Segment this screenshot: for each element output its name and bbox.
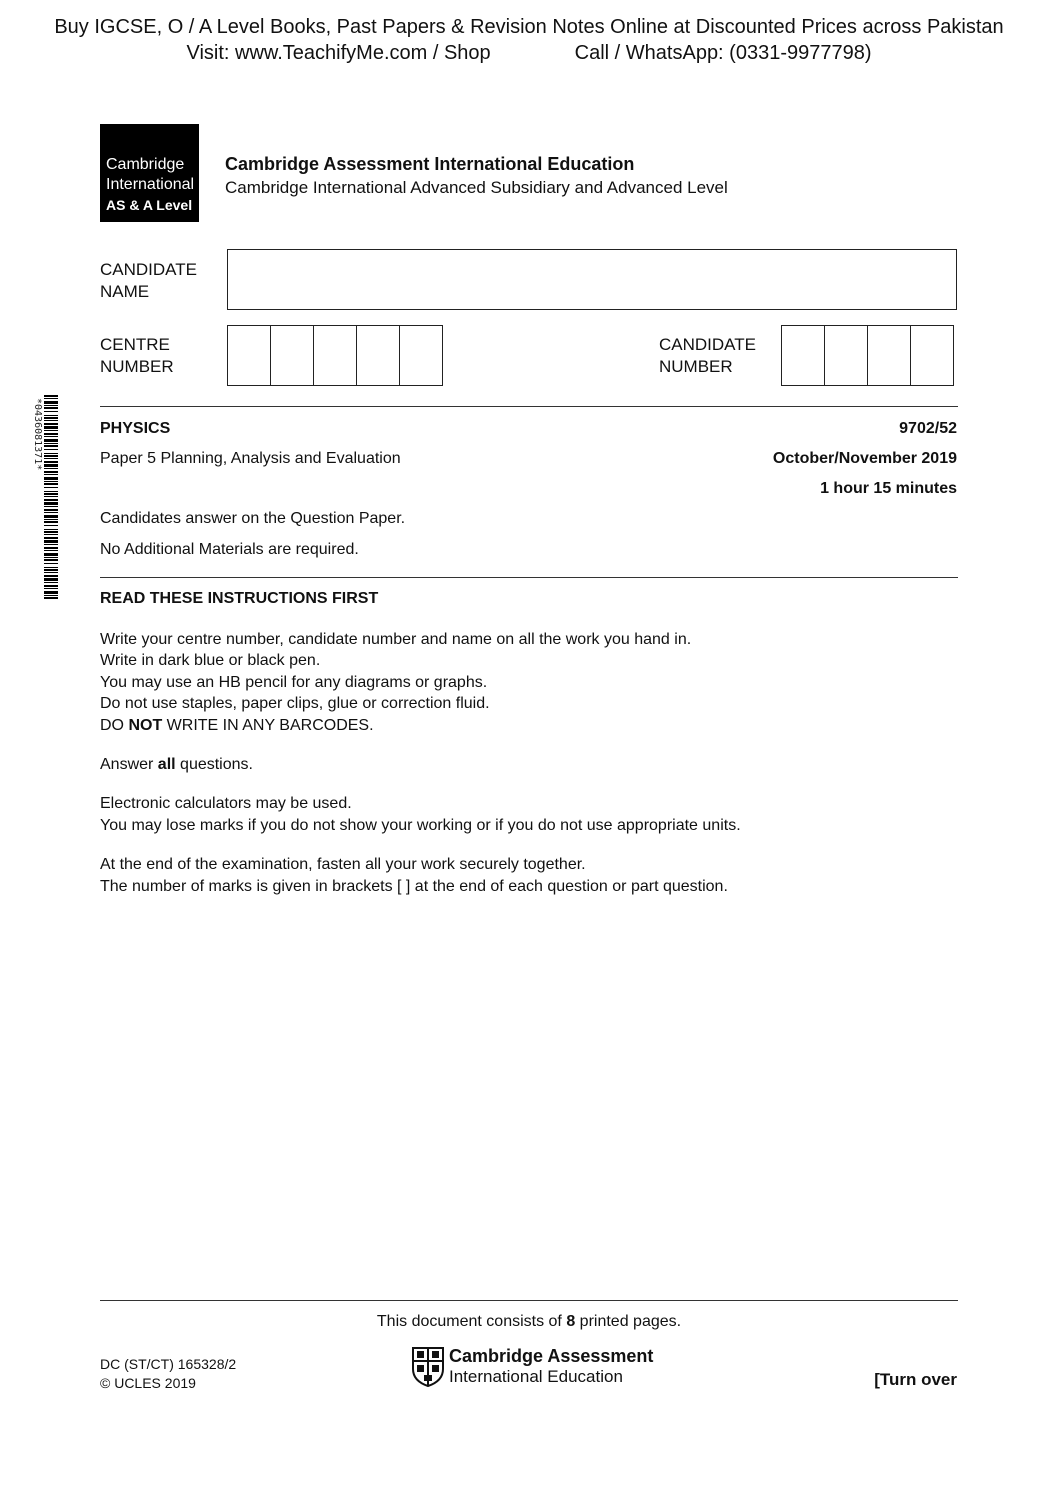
barcode-bar xyxy=(44,445,58,447)
barcode-bar xyxy=(44,474,58,475)
candidate-number-cell[interactable] xyxy=(910,325,954,386)
footer-ref xyxy=(100,1355,236,1393)
barcode-bar xyxy=(44,544,58,545)
barcode-bar xyxy=(44,449,58,450)
barcode-bar xyxy=(44,464,58,467)
exam-duration: 1 hour 15 minutes xyxy=(820,480,957,497)
footer-divider xyxy=(100,1300,958,1301)
instructions-body xyxy=(100,629,960,915)
candidate-number-cell[interactable] xyxy=(867,325,911,386)
barcode-bar xyxy=(44,436,58,437)
barcode-bar xyxy=(44,591,58,594)
candidate-name-label-line1: CANDIDATE xyxy=(100,260,197,279)
barcode-bar xyxy=(44,525,58,526)
barcode-bar xyxy=(44,534,58,535)
barcode-bar xyxy=(44,557,58,558)
cambridge-crest-icon xyxy=(412,1347,444,1387)
barcode-bar xyxy=(44,553,58,556)
logo-line3: AS & A Level xyxy=(106,197,193,213)
barcode-bar xyxy=(44,582,58,583)
barcode-bar xyxy=(44,499,58,501)
candidate-number-field[interactable] xyxy=(781,325,954,386)
barcode-bar xyxy=(44,439,58,442)
barcode-text: *0436081371* xyxy=(32,398,43,471)
copyright: © UCLES 2019 xyxy=(100,1375,196,1391)
barcode-bar xyxy=(44,415,58,416)
instruction-line: You may lose marks if you do not show your working or if you do not use appropriate units. xyxy=(100,816,741,834)
barcode-bar xyxy=(44,588,58,589)
instruction-line: You may use an HB pencil for any diagrams or graphs. xyxy=(100,673,488,691)
qualification-title: Cambridge International Advanced Subsidiary and Advanced Level xyxy=(225,178,728,197)
promo-visit: Visit: www.TeachifyMe.com / Shop xyxy=(186,42,491,64)
barcode-bar xyxy=(44,493,58,495)
divider xyxy=(100,577,958,578)
promo-call: Call / WhatsApp: (0331-9977798) xyxy=(574,42,872,64)
instructions-heading: READ THESE INSTRUCTIONS FIRST xyxy=(100,590,379,607)
instruction-line: Answer all questions. xyxy=(100,756,253,774)
barcode-bar xyxy=(44,477,58,480)
logo-line1: Cambridge xyxy=(106,156,185,173)
ca-logo-line2: International Education xyxy=(449,1367,623,1386)
barcode-bar xyxy=(44,496,58,497)
centre-number-cell[interactable] xyxy=(356,325,400,386)
instruction-line: Do not use staples, paper clips, glue or correction fluid. xyxy=(100,695,490,713)
barcode-bar xyxy=(44,398,58,399)
barcode-bar xyxy=(44,395,58,397)
barcode-bar xyxy=(44,529,58,530)
barcode-bar xyxy=(44,595,58,596)
centre-number-field[interactable] xyxy=(227,325,443,386)
barcode-bar xyxy=(44,502,58,505)
barcode-bar xyxy=(44,547,58,549)
barcode-bar xyxy=(44,411,58,412)
barcode-bar xyxy=(44,569,58,571)
cambridge-logo xyxy=(100,124,199,222)
barcode-bar xyxy=(44,433,58,435)
barcode-bar xyxy=(44,481,58,482)
instruction-line: DO NOT WRITE IN ANY BARCODES. xyxy=(100,716,374,734)
turn-over: [Turn over xyxy=(874,1370,957,1389)
barcode-bar xyxy=(44,585,58,587)
barcode-bar xyxy=(44,417,58,419)
centre-number-label xyxy=(100,334,174,378)
logo-line2: International xyxy=(106,176,195,193)
candidate-name-label-line2: NAME xyxy=(100,282,150,301)
instruction-line: Write your centre number, candidate number and name on all the work you hand in. xyxy=(100,631,692,648)
barcode-bar xyxy=(44,458,58,459)
instruction-line: The number of marks is given in brackets [ ] at the end of each question or part question. xyxy=(100,877,728,895)
barcode-bar xyxy=(44,597,58,599)
barcode-bar xyxy=(44,487,58,488)
document-ref: DC (ST/CT) 165328/2 xyxy=(100,1356,237,1372)
ca-logo-line1: Cambridge Assessment xyxy=(449,1346,654,1366)
candidate-name-label xyxy=(100,259,197,303)
centre-number-label-line1: CENTRE xyxy=(100,335,170,354)
barcode-bar xyxy=(44,563,58,564)
centre-number-cell[interactable] xyxy=(399,325,443,386)
barcode-bar xyxy=(44,519,58,520)
paper-title: Paper 5 Planning, Analysis and Evaluation xyxy=(100,450,401,467)
org-title: Cambridge Assessment International Education xyxy=(225,154,635,174)
barcode-bar xyxy=(44,521,58,523)
barcode-bar xyxy=(44,471,58,473)
candidate-number-label-line2: NUMBER xyxy=(659,357,733,376)
barcode-bar xyxy=(44,461,58,463)
centre-number-cell[interactable] xyxy=(270,325,314,386)
promo-banner-line2 xyxy=(0,42,1058,65)
barcode-bar xyxy=(44,531,58,533)
centre-number-label-line2: NUMBER xyxy=(100,357,174,376)
barcode-bar xyxy=(44,491,58,492)
barcode-bar xyxy=(44,540,58,543)
barcode-bar xyxy=(44,559,58,561)
barcode-bar xyxy=(44,550,58,551)
instruction-line: Electronic calculators may be used. xyxy=(100,795,352,813)
barcode-bar xyxy=(44,453,58,454)
candidate-number-label-line1: CANDIDATE xyxy=(659,335,756,354)
centre-number-cell[interactable] xyxy=(227,325,271,386)
promo-banner-line1: Buy IGCSE, O / A Level Books, Past Papers & Revision Notes Online at Discounted Prices across Pakistan xyxy=(54,16,1004,38)
candidate-name-field[interactable] xyxy=(227,249,957,310)
barcode-bar xyxy=(44,506,58,507)
materials-note: No Additional Materials are required. xyxy=(100,541,359,558)
page-count-note: This document consists of 8 printed pages. xyxy=(376,1313,682,1330)
answer-note: Candidates answer on the Question Paper. xyxy=(100,510,406,527)
barcode-bar xyxy=(44,426,58,429)
divider xyxy=(100,406,958,407)
candidate-number-cell[interactable] xyxy=(824,325,868,386)
subject: PHYSICS xyxy=(100,420,171,437)
barcode-bar xyxy=(44,512,58,513)
barcode-bar xyxy=(44,430,58,431)
paper-code: 9702/52 xyxy=(899,420,957,437)
barcode-bar xyxy=(44,420,58,421)
barcode-bar xyxy=(44,443,58,444)
centre-number-cell[interactable] xyxy=(313,325,357,386)
candidate-number-cell[interactable] xyxy=(781,325,825,386)
barcode-bar xyxy=(44,572,58,573)
barcode-bar xyxy=(44,455,58,457)
exam-session: October/November 2019 xyxy=(772,450,957,467)
barcode-bar xyxy=(44,401,58,404)
instruction-line: At the end of the examination, fasten all your work securely together. xyxy=(100,856,586,874)
barcode-bar xyxy=(44,509,58,511)
barcode-bar xyxy=(44,423,58,425)
barcode-bar xyxy=(44,515,58,518)
barcode-bar xyxy=(44,405,58,406)
barcode-bar xyxy=(44,468,58,469)
instruction-line: Write in dark blue or black pen. xyxy=(100,652,321,670)
barcode-bar xyxy=(44,537,58,539)
barcode-bar xyxy=(44,578,58,581)
barcode xyxy=(32,395,58,600)
barcode-bar xyxy=(44,483,58,485)
barcode-bar xyxy=(44,407,58,409)
barcode-bar xyxy=(44,575,58,577)
candidate-number-label xyxy=(659,334,756,378)
barcode-bar xyxy=(44,567,58,568)
